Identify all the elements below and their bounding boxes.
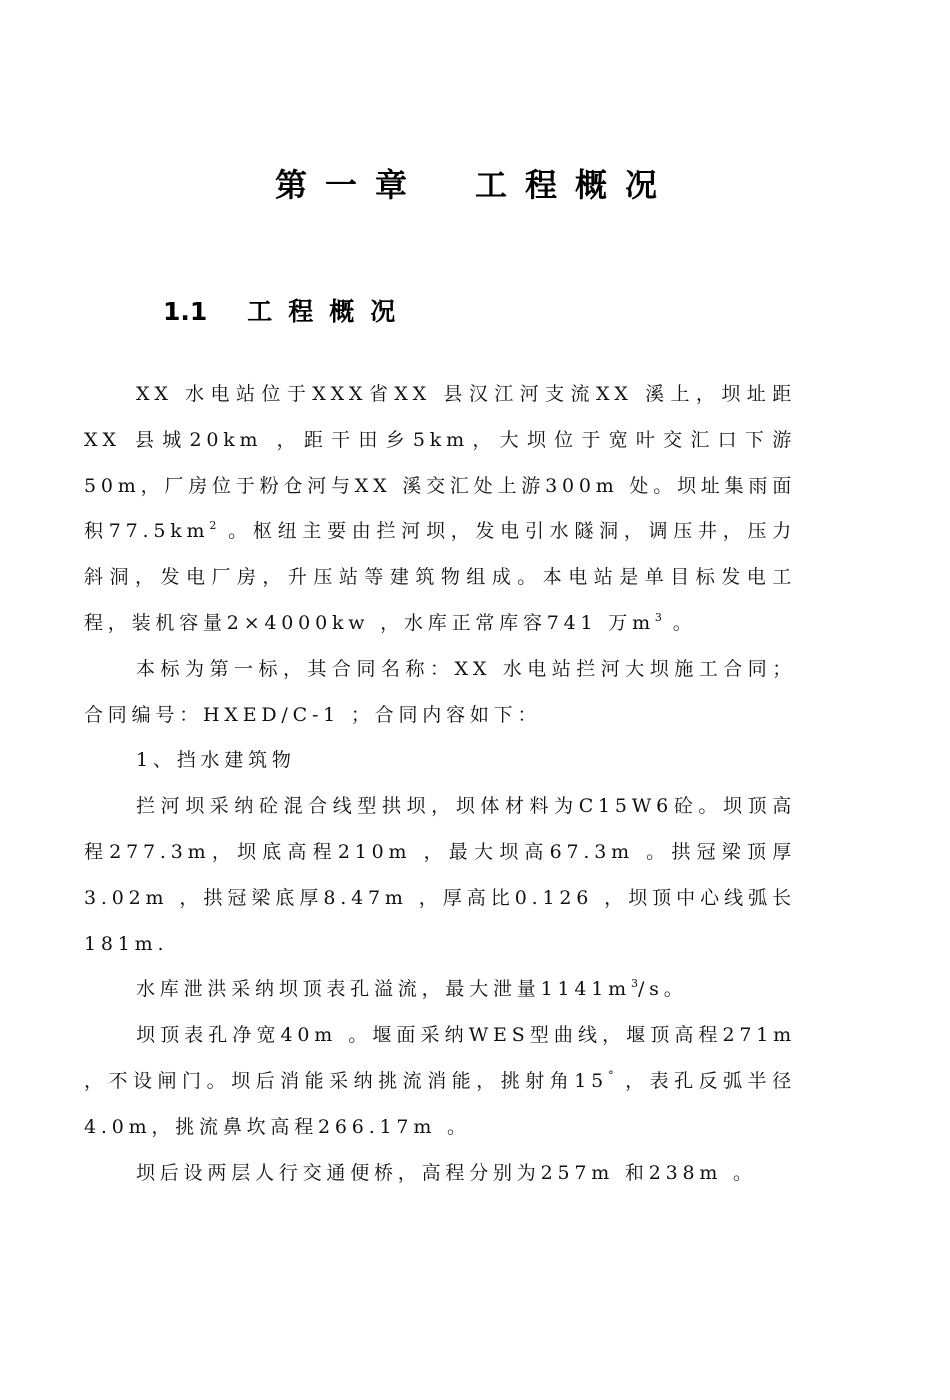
paragraph-text: 。 <box>661 611 697 634</box>
list-item-heading: 1、挡水建筑物 <box>136 749 296 772</box>
paragraph-flood-discharge <box>84 967 796 1013</box>
superscript: 3 <box>630 977 638 991</box>
paragraph-text: 水库泄洪采纳坝顶表孔溢流，最大泄量1141m <box>136 978 631 1001</box>
paragraph-contract: 本标为第一标，其合同名称：XX 水电站拦河大坝施工合同；合同编号：HXED/C-1 ；合同内容如下： <box>84 657 796 726</box>
document-body <box>84 372 796 1196</box>
section-heading <box>163 292 411 328</box>
paragraph-overview <box>84 372 796 647</box>
superscript: 2 <box>209 519 217 533</box>
paragraph-text: /s。 <box>637 978 688 1001</box>
paragraph-text: XX 水电站位于XXX省XX 县汉江河支流XX 溪上，坝址距XX 县城20km ，距干田乡5km，大坝位于宽叶交汇口下游50m，厂房位于粉仓河与XX 溪交汇处上游300m 处。坝址集雨面积77.5km <box>84 383 797 543</box>
paragraph-text: 。枢纽主要由拦河坝，发电引水隧洞，调压井，压力斜洞，发电厂房，升压站等建筑物组成。本电站是单目标发电工程，装机容量2×4000kw ，水库正常库容741 万m <box>84 520 796 634</box>
paragraph-text: 坝顶表孔净宽40m 。堰面采纳WES型曲线，堰顶高程271m ，不设闸门。坝后消能采纳挑流消能，挑射角15 <box>84 1024 796 1092</box>
section-number: 1.1 <box>163 297 208 326</box>
superscript: 3 <box>654 610 662 624</box>
chapter-title: 第一章 工程概况 <box>274 166 675 204</box>
paragraph-bridge: 坝后设两层人行交通便桥，高程分别为257m 和238m 。 <box>136 1161 757 1184</box>
paragraph-spillway <box>84 1013 796 1150</box>
paragraph-dam: 拦河坝采纳砼混合线型拱坝，坝体材料为C15W6砼。坝顶高程277.3m，坝底高程210m ，最大坝高67.3m 。拱冠梁顶厚3.02m ，拱冠梁底厚8.47m ，厚高比0.126 ，坝顶中心线弧长181m. <box>84 795 796 955</box>
paragraph-text: ，表孔反弧半径4.0m，挑流鼻坎高程266.17m 。 <box>84 1069 796 1138</box>
section-title: 工程概况 <box>247 297 412 326</box>
superscript: ° <box>608 1068 614 1082</box>
